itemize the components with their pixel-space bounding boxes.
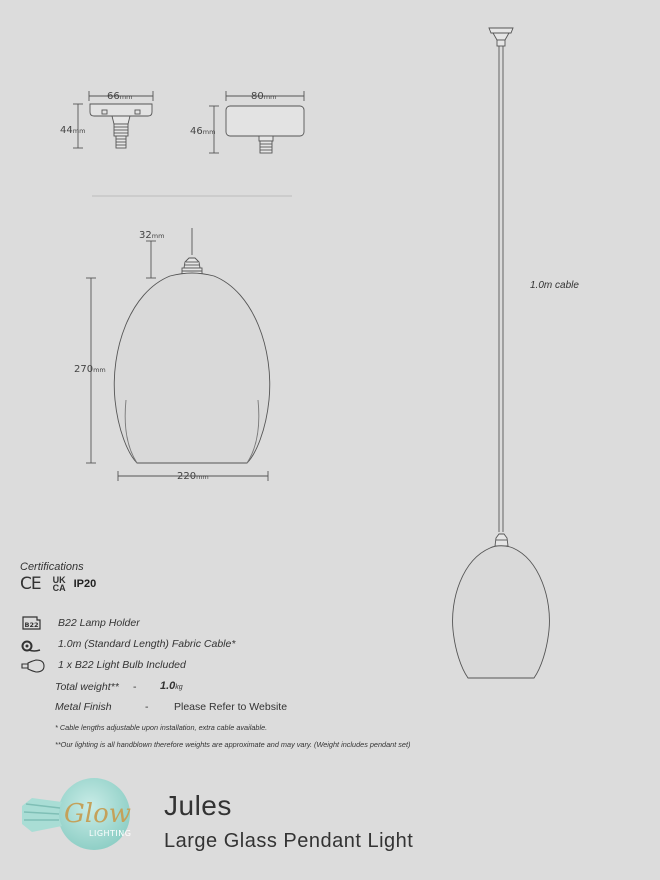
product-name: Jules	[164, 790, 232, 821]
ip-rating: IP20	[73, 578, 97, 590]
svg-text:Glow: Glow	[64, 799, 131, 829]
ukca-top: UK	[52, 575, 66, 585]
weight-number: 1.0	[160, 680, 176, 692]
weight-value	[160, 680, 183, 692]
rose-large-height-label: 46mm	[190, 126, 216, 137]
rose-small-width-label: 66mm	[107, 91, 133, 102]
weight-label: Total weight**	[55, 681, 119, 693]
shade-top-label: 32mm	[139, 230, 165, 241]
weight-unit: kg	[175, 684, 183, 691]
glow-lighting-logo	[12, 772, 162, 857]
product-subtitle: Large Glass Pendant Light	[164, 830, 414, 852]
weight-dash: -	[133, 681, 137, 693]
ukca-bottom: CA	[52, 583, 66, 593]
feature-fabric-cable: 1.0m (Standard Length) Fabric Cable*	[58, 638, 236, 650]
certifications-row	[20, 573, 96, 595]
certifications-title: Certifications	[20, 561, 84, 573]
feature-lamp-holder: B22 Lamp Holder	[58, 617, 140, 629]
cable-note: * Cable lengths adjustable upon installation, extra cable available.	[55, 723, 268, 732]
rose-small-height-label: 44mm	[60, 125, 86, 136]
svg-text:LIGHTING: LIGHTING	[89, 829, 132, 838]
ukca-mark	[53, 576, 66, 592]
weight-note: **Our lighting is all handblown therefore weights are approximate and may vary. (Weight includes pendant set)	[55, 740, 411, 749]
ce-mark: CE	[20, 574, 41, 594]
cable-icon	[20, 638, 42, 654]
shade-height-label: 270mm	[74, 364, 106, 375]
b22-holder-icon	[20, 616, 42, 632]
finish-value: Please Refer to Website	[174, 701, 288, 713]
pendant-assembly-drawing	[453, 28, 550, 678]
shade-width-label: 220mm	[177, 471, 209, 482]
bulb-icon	[20, 658, 46, 674]
cable-length-label: 1.0m cable	[530, 280, 579, 291]
feature-bulb-included: 1 x B22 Light Bulb Included	[58, 659, 186, 671]
svg-text:B22: B22	[24, 621, 39, 629]
finish-dash: -	[145, 701, 149, 713]
shade-dimension-drawing	[86, 228, 270, 481]
finish-label: Metal Finish	[55, 701, 112, 713]
rose-large-width-label: 80mm	[251, 91, 277, 102]
